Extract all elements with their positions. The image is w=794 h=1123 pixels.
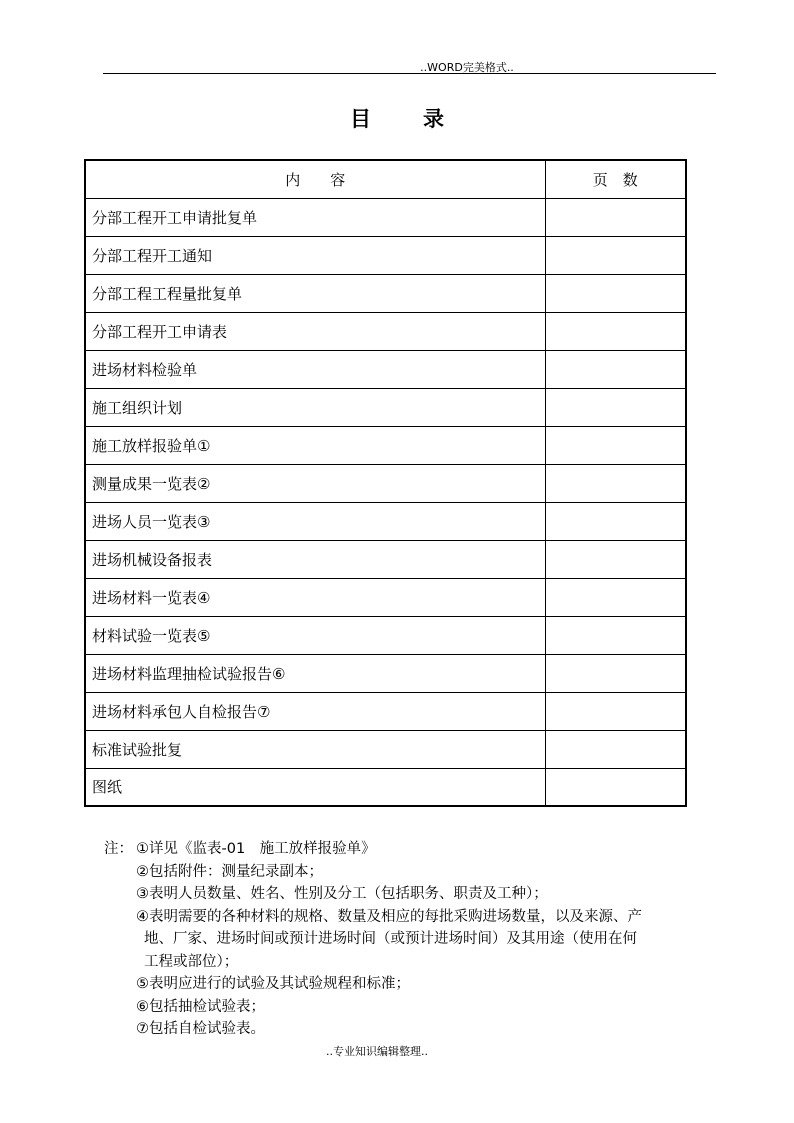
row-pages [545,540,686,578]
column-header-content: 内 容 [85,160,545,198]
table-row [85,692,686,730]
row-content: 分部工程开工申请表 [85,312,545,350]
header-divider [103,73,716,74]
row-pages [545,768,686,806]
row-pages [545,426,686,464]
row-pages [545,730,686,768]
title-char-1: 目 [350,107,371,131]
row-pages [545,578,686,616]
table-row [85,236,686,274]
row-pages [545,274,686,312]
column-header-pages: 页 数 [545,160,686,198]
row-pages [545,350,686,388]
row-pages [545,198,686,236]
note-item: ③表明人员数量、姓名、性别及分工（包括职务、职责及工种）； [136,886,548,902]
row-pages [545,616,686,654]
row-content: 施工放样报验单① [85,426,545,464]
row-content: 分部工程开工申请批复单 [85,198,545,236]
note-item: ①详见《监表-01 施工放样报验单》 [136,841,376,857]
row-pages [545,502,686,540]
table-row [85,578,686,616]
row-content: 图纸 [85,768,545,806]
table-row [85,426,686,464]
row-pages [545,692,686,730]
row-content: 分部工程工程量批复单 [85,274,545,312]
row-content: 进场材料监理抽检试验报告⑥ [85,654,545,692]
note-item: ②包括附件：测量纪录副本； [136,863,323,880]
table-row [85,198,686,236]
table-row [85,768,686,806]
table-row [85,502,686,540]
notes-section [104,838,704,1041]
table-row [85,730,686,768]
note-item: ⑤表明应进行的试验及其试验规程和标准； [136,976,410,992]
row-content: 测量成果一览表② [85,464,545,502]
row-content: 进场人员一览表③ [85,502,545,540]
table-row [85,654,686,692]
row-pages [545,388,686,426]
table-row [85,274,686,312]
document-title [0,103,794,133]
page-footer-text: ..专业知识编辑整理.. [326,1045,428,1058]
notes-label: 注： [104,841,133,857]
table-row [85,616,686,654]
note-item: ⑥包括抽检试验表； [136,998,265,1015]
row-pages [545,464,686,502]
note-item: ⑦包括自检试验表。 [136,1021,265,1037]
row-pages [545,312,686,350]
page-header-text: ..WORD完美格式.. [420,61,514,74]
table-row [85,312,686,350]
row-pages [545,236,686,274]
row-pages [545,654,686,692]
row-content: 进场材料检验单 [85,350,545,388]
contents-table [84,159,687,807]
table-row [85,464,686,502]
title-char-2: 录 [423,107,444,131]
row-content: 分部工程开工通知 [85,236,545,274]
note-item-continued: 地、厂家、进场时间或预计进场时间（或预计进场时间）及其用途（使用在何 [144,931,637,947]
row-content: 进场材料承包人自检报告⑦ [85,692,545,730]
note-item-continued: 工程或部位）； [144,953,239,970]
row-content: 进场材料一览表④ [85,578,545,616]
row-content: 施工组织计划 [85,388,545,426]
row-content: 标准试验批复 [85,730,545,768]
table-row [85,540,686,578]
table-row [85,388,686,426]
row-content: 进场机械设备报表 [85,540,545,578]
note-item: ④表明需要的各种材料的规格、数量及相应的每批采购进场数量，以及来源、产 [136,908,642,925]
row-content: 材料试验一览表⑤ [85,616,545,654]
table-header-row [85,160,686,198]
table-row [85,350,686,388]
